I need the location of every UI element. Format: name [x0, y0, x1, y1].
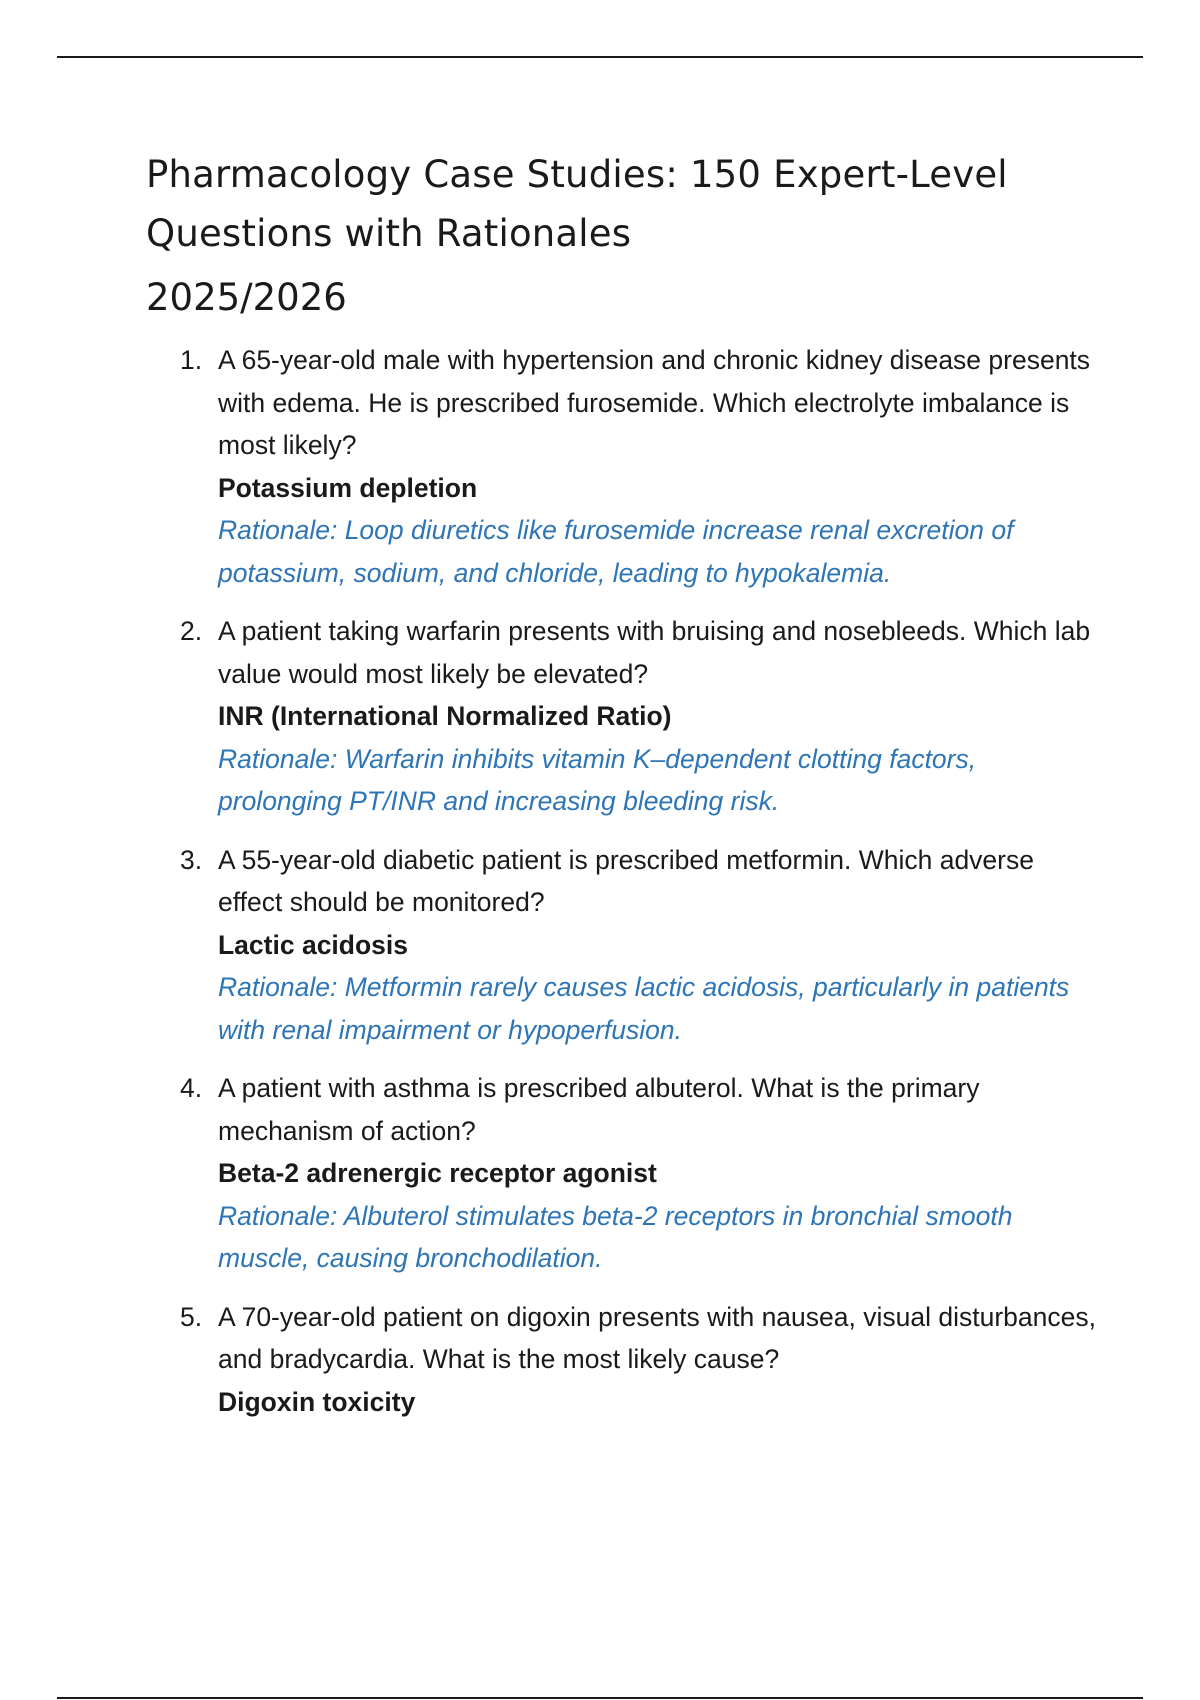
question-item-5	[146, 1296, 1096, 1424]
question-item-3	[146, 839, 1096, 1052]
document-title: Pharmacology Case Studies: 150 Expert-Level Questions with Rationales	[146, 153, 1008, 255]
question-text: A patient taking warfarin presents with bruising and nosebleeds. Which lab value would most likely be elevated?	[218, 616, 1091, 689]
question-number: 4.	[180, 1073, 203, 1103]
question-number: 5.	[180, 1301, 203, 1332]
answer-text: INR (International Normalized Ratio)	[218, 701, 672, 731]
answer-text: Lactic acidosis	[218, 929, 409, 960]
question-number: 3.	[180, 844, 203, 875]
question-text: A 55-year-old diabetic patient is prescribed metformin. Which adverse effect should be monitored?	[218, 844, 1034, 917]
footer-rule	[57, 1697, 1143, 1699]
rationale-text: Rationale: Warfarin inhibits vitamin K–dependent clotting factors, prolonging PT/INR and increasing bleeding risk.	[218, 743, 977, 816]
question-number: 2.	[180, 616, 203, 646]
answer-text: Potassium depletion	[218, 472, 478, 503]
question-number: 1.	[180, 345, 203, 375]
question-text: A patient with asthma is prescribed albuterol. What is the primary mechanism of action?	[218, 1073, 980, 1146]
question-text: A 70-year-old patient on digoxin presents with nausea, visual disturbances, and bradycardia. What is the most likely cause?	[218, 1301, 1096, 1374]
question-item-4	[146, 1067, 1096, 1280]
question-text: A 65-year-old male with hypertension and chronic kidney disease presents with edema. He is prescribed furosemide. Which electrolyte imbalance is most likely?	[218, 345, 1091, 460]
rationale-text: Rationale: Albuterol stimulates beta-2 receptors in bronchial smooth muscle, causing bronchodilation.	[218, 1200, 1013, 1273]
rationale-text: Rationale: Loop diuretics like furosemide increase renal excretion of potassium, sodium, and chloride, leading to hypokalemia.	[218, 515, 1014, 588]
document-year: 2025/2026	[146, 276, 347, 319]
answer-text: Beta-2 adrenergic receptor agonist	[218, 1158, 657, 1188]
header-rule	[57, 56, 1143, 58]
answer-text: Digoxin toxicity	[218, 1386, 416, 1417]
question-item-2	[146, 610, 1096, 823]
question-item-1	[146, 339, 1096, 594]
rationale-text: Rationale: Metformin rarely causes lactic acidosis, particularly in patients with renal impairment or hypoperfusion.	[218, 972, 1070, 1045]
page-content	[146, 145, 1096, 1439]
question-list	[146, 339, 1096, 1423]
